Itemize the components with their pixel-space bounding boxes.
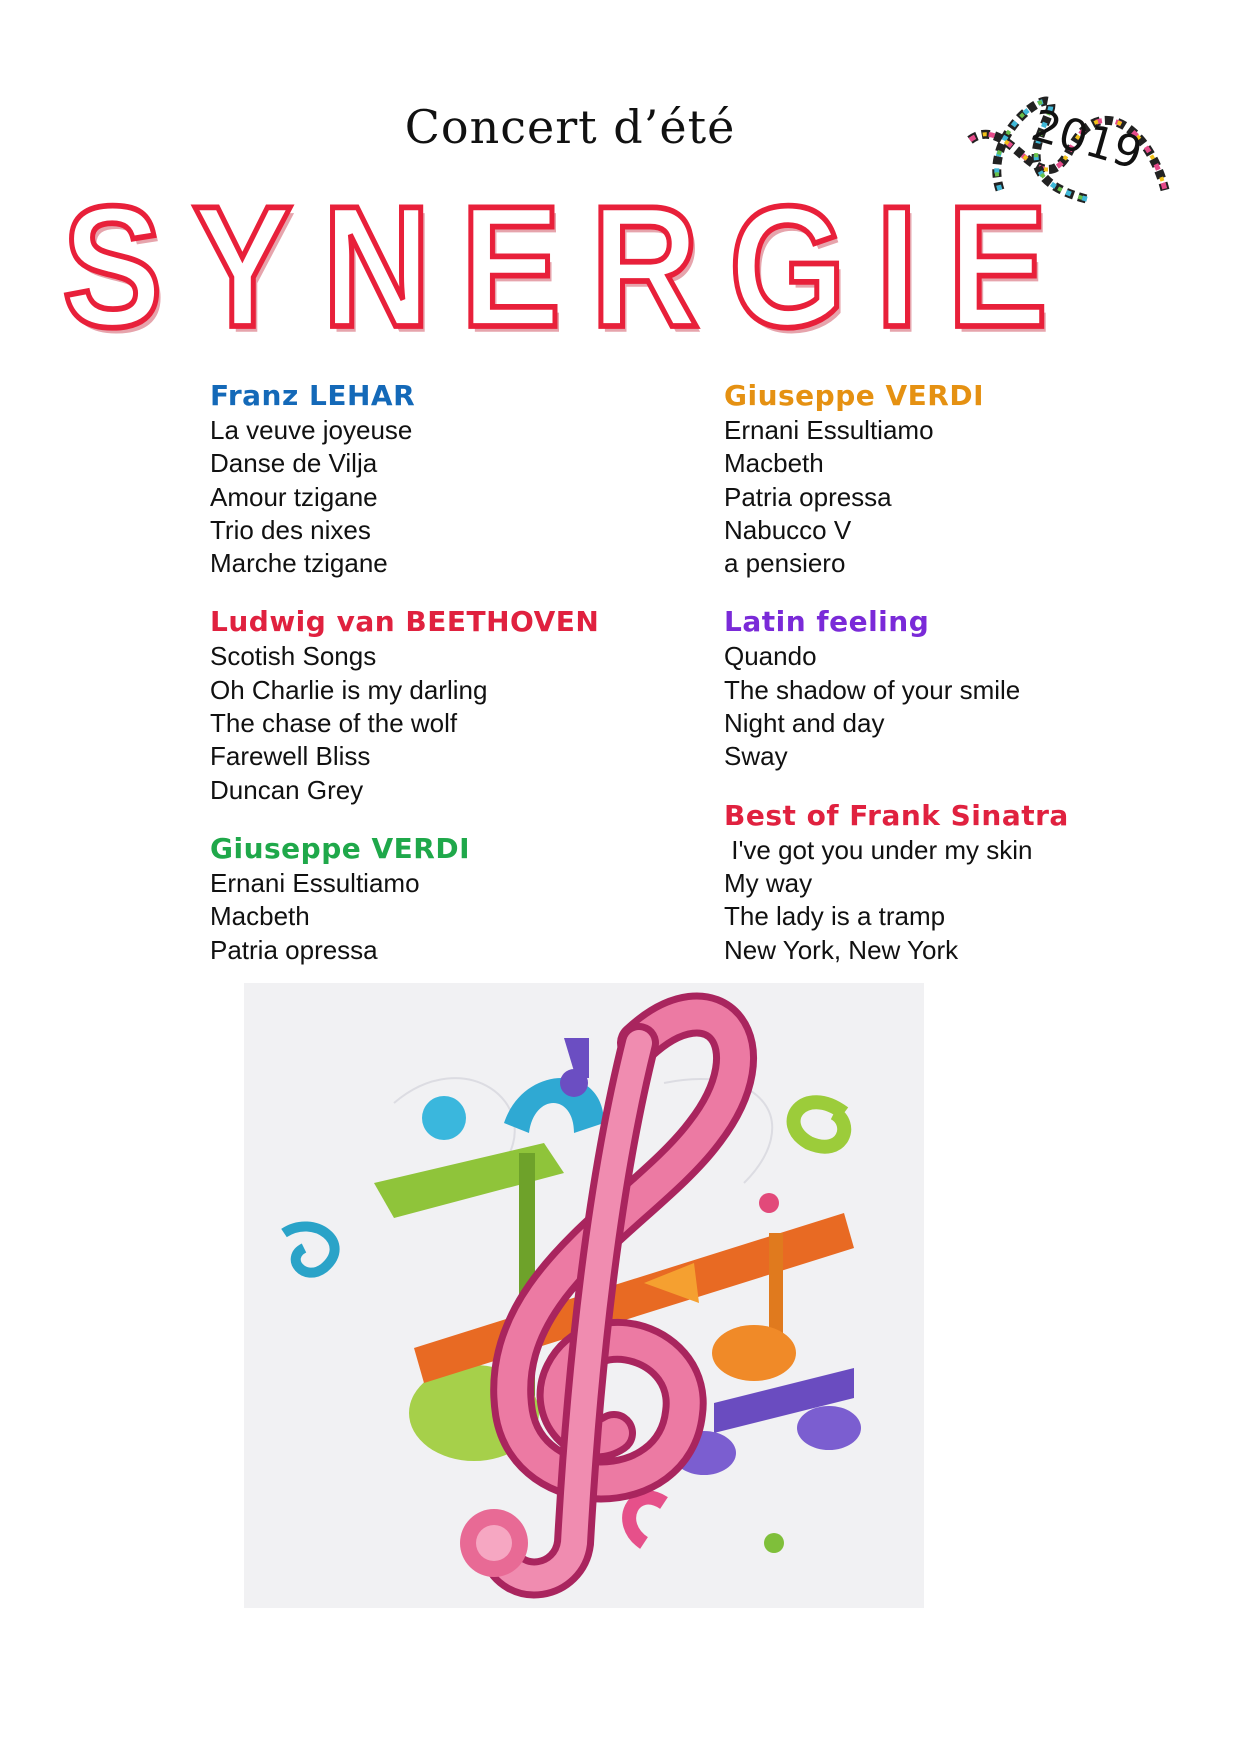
piece-item: Quando bbox=[724, 641, 817, 672]
program-section bbox=[210, 831, 690, 967]
program-section bbox=[724, 604, 1204, 773]
piece-item: La veuve joyeuse bbox=[210, 415, 413, 445]
composer-heading: Latin feeling bbox=[724, 605, 930, 639]
piece-item: Patria opressa bbox=[210, 934, 378, 965]
piece-item: Oh Charlie is my darling bbox=[210, 674, 488, 705]
composer-heading: Best of Frank Sinatra bbox=[724, 798, 1069, 832]
piece-item: Amour tzigane bbox=[210, 481, 378, 512]
program-right-column bbox=[724, 378, 1204, 991]
treble-clef-icon bbox=[244, 983, 924, 1608]
piece-item: My way bbox=[724, 867, 813, 898]
piece-item: Nabucco V bbox=[724, 514, 852, 545]
program-section bbox=[210, 378, 690, 580]
piece-item: Macbeth bbox=[210, 901, 310, 932]
program-section bbox=[724, 378, 1204, 580]
piece-item: Ernani Essultiamo bbox=[724, 415, 934, 445]
composer-heading: Giuseppe VERDI bbox=[724, 379, 985, 412]
piece-item: Sway bbox=[724, 741, 788, 772]
piece-item: Ernani Essultiamo bbox=[210, 867, 420, 898]
piece-item: Night and day bbox=[724, 708, 885, 739]
program-left-column bbox=[210, 378, 690, 991]
composer-heading: Ludwig van BEETHOVEN bbox=[210, 605, 600, 639]
piece-item: Patria opressa bbox=[724, 481, 892, 512]
piece-item: Farewell Bliss bbox=[210, 741, 371, 772]
piece-item: New York, New York bbox=[724, 934, 959, 965]
piece-item: The chase of the wolf bbox=[210, 708, 458, 739]
piece-item: Duncan Grey bbox=[210, 774, 364, 805]
music-notes-illustration bbox=[244, 983, 924, 1608]
piece-item: Scotish Songs bbox=[210, 641, 377, 672]
piece-item: The shadow of your smile bbox=[724, 674, 1021, 705]
piece-item: The lady is a tramp bbox=[724, 901, 946, 932]
program-section bbox=[724, 798, 1204, 967]
piece-item: Trio des nixes bbox=[210, 514, 371, 545]
piece-item: I've got you under my skin bbox=[724, 834, 1033, 865]
concert-title: SYNERGIE bbox=[62, 169, 1078, 363]
piece-item: Danse de Vilja bbox=[210, 448, 378, 479]
concert-subtitle: Concert d’été bbox=[404, 100, 736, 154]
composer-heading: Giuseppe VERDI bbox=[210, 831, 471, 865]
program-section bbox=[210, 604, 690, 806]
piece-item: Macbeth bbox=[724, 448, 824, 479]
composer-heading: Franz LEHAR bbox=[210, 379, 416, 412]
piece-item: a pensiero bbox=[724, 548, 846, 579]
piece-item: Marche tzigane bbox=[210, 548, 388, 579]
year-label: 2019 bbox=[1025, 100, 1148, 180]
